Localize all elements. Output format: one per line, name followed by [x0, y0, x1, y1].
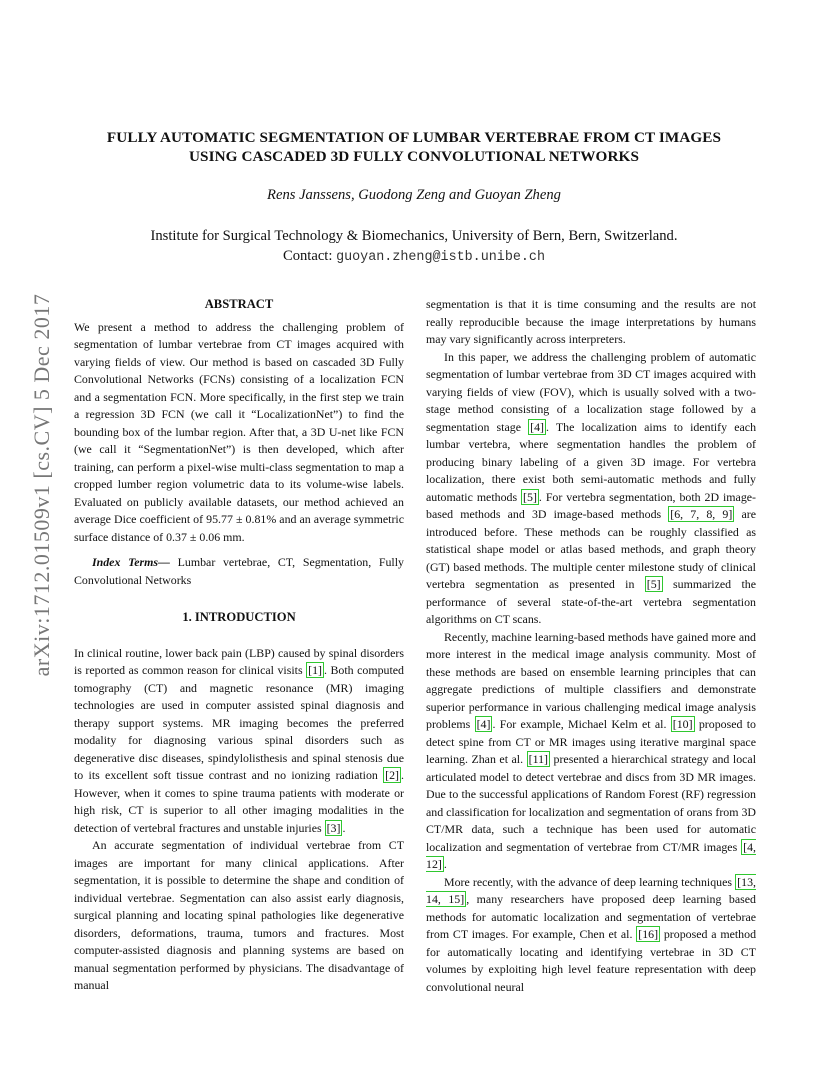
text-run: In this paper, we address the challenging problem of automatic segmentation of lumbar vertebrae from 3D CT images acquired with varying fields of view (FOV), which is usually solved with a two-stage method consisting of a localization stage followed by a segmentation stage [426, 349, 756, 434]
citation-link[interactable]: [5] [523, 489, 537, 504]
contact-email[interactable]: guoyan.zheng@istb.unibe.ch [336, 250, 546, 265]
citation-link[interactable]: [16] [638, 927, 659, 941]
text-run: summarized the performance of several state-of-the-art vertebra segmentation algorithms on CT scans. [426, 577, 756, 626]
citation-link[interactable]: [6, 7, 8, 9] [670, 507, 733, 521]
citation-link[interactable]: [5] [646, 577, 661, 591]
text-run: . Both computed tomography (CT) and magnetic resonance (MR) imaging technologies are used in computer assisted spinal diagnosis and therapy support systems. MR imaging becomes the preferred modality for diagnosing various spinal disorders such as degenerative disc diseases, spindylolisthesis and spinal stenosis due to its excellent soft tissue contrast and no ionizing radiation [74, 663, 404, 782]
abstract-heading: ABSTRACT [204, 297, 274, 311]
index-terms-text: Lumbar vertebrae, CT, Segmentation, Fully Convolutional Networks [74, 555, 404, 587]
title-line-2: USING CASCADED 3D FULLY CONVOLUTIONAL NETWORKS [188, 148, 639, 165]
text-run: . [342, 820, 346, 835]
intro-paragraph-4 [426, 349, 756, 629]
contact-line [0, 246, 828, 268]
affiliation: Institute for Surgical Technology & Biomechanics, University of Bern, Bern, Switzerland. [150, 228, 678, 244]
citation-link[interactable]: [11] [528, 752, 548, 766]
affiliation-block [0, 226, 828, 268]
text-run: proposed to detect spine from CT or MR images using iterative marginal space learning. Zhan et al. [426, 717, 756, 766]
citation-link[interactable]: [4] [476, 717, 491, 731]
text-run: . For vertebra segmentation, both 2D image-based methods and 3D image-based methods [426, 489, 756, 521]
text-run: , many researchers have proposed deep learning based methods for automatic localization and segmentation of vertebrae from CT images. For example, Chen et al. [426, 892, 756, 941]
citation-link[interactable]: [2] [385, 768, 400, 782]
author-list: Rens Janssens, Guodong Zeng and Guoyan Zheng [267, 187, 561, 203]
index-terms-label: Index Terms— [92, 555, 170, 569]
text-run: . For example, Michael Kelm et al. [492, 717, 671, 731]
paper-title [0, 128, 828, 166]
text-run: . However, when it comes to spine trauma patients with moderate or high risk, CT is superior to all other imaging modalities in the detection of vertebral fractures and unstable injuries [74, 768, 404, 835]
title-line-1: FULLY AUTOMATIC SEGMENTATION OF LUMBAR VERTEBRAE FROM CT IMAGES [106, 129, 722, 146]
right-column [426, 296, 756, 996]
citation-link[interactable]: [10] [672, 717, 693, 731]
citation-link[interactable]: [4, 12] [426, 839, 756, 871]
text-run: proposed a method for automatically locating and identifying vertebrae in 3D CT volumes by exploiting high level feature representation with deep convolutional neural [426, 927, 757, 994]
text-run: . The localization aims to identify each lumbar vertebra, where segmentation handles the problem of producing binary labeling of a given 3D image. For vertebra localization, there exist both semi-automatic methods and fully automatic methods [426, 419, 757, 504]
contact-label: Contact: [282, 248, 333, 264]
intro-paragraph-2: An accurate segmentation of individual vertebrae from CT images are important for many clinical applications. After segmentation, it is possible to determine the shape and condition of individual vertebrae. Segmentation can also assist early diagnosis, surgical planning and locating spinal pathologies like degenerative disorders, deformations, trauma, tumors and fractures. Most computer-assisted diagnosis and planning systems are based on manual segmentation performed by physicians. The disadvantage of manual [74, 838, 404, 992]
arxiv-id-text: arXiv:1712.01509v1 [cs.CV] 5 Dec 2017 [29, 293, 54, 677]
left-column [74, 296, 404, 995]
citation-link[interactable]: [13, 14, 15] [426, 874, 756, 906]
arxiv-side-stamp [22, 290, 62, 680]
text-run: . [443, 857, 447, 871]
citation-link[interactable]: [4] [530, 419, 544, 434]
intro-paragraph-3: segmentation is that it is time consuming and the results are not really reproducible because the image interpretations by humans may vary significantly across interpreters. [426, 297, 756, 346]
citation-link[interactable]: [3] [326, 820, 341, 835]
citation-link[interactable]: [1] [308, 663, 322, 677]
text-run: More recently, with the advance of deep learning techniques [444, 874, 736, 889]
text-run: are introduced before. These methods can be roughly classified as statistical shape model or atlas based methods, and graph theory (GT) based methods. The multiple center milestone study of clinical vertebra segmentation as presented in [426, 507, 756, 591]
abstract-text: We present a method to address the challenging problem of segmentation of lumbar vertebrae from CT images acquired with varying fields of view. Our method is based on cascaded 3D Fully Convolutional Networks (FCNs) consisting of a localization FCN and a segmentation FCN. More specifically, in the first step we train a regression 3D FCN (we call it “LocalizationNet”) to find the bounding box of the lumbar region. After that, a 3D U-net like FCN (we call it “SegmentationNet”) is then developed, which after training, can perform a pixel-wise multi-class segmentation to map a cropped lumber region volumetric data to its volume-wise labels. Evaluated on publicly available datasets, our method achieved an average Dice coefficient of 95.77 ± 0.81% and an average symmetric surface distance of 0.37 ± 0.06 mm. [74, 319, 404, 544]
intro-paragraph-1 [74, 645, 404, 838]
index-terms [74, 554, 404, 589]
introduction-heading: 1. INTRODUCTION [182, 610, 296, 624]
intro-paragraph-6 [426, 874, 756, 997]
text-run: Recently, machine learning-based methods have gained more and more interest in the medical image analysis community. Most of these methods are based on ensemble learning principles that can aggregate predictions of multiple classifiers and demonstrate superior performance in various challenging medical image analysis problems [426, 629, 756, 731]
intro-paragraph-5 [426, 629, 756, 874]
text-run: In clinical routine, lower back pain (LBP) caused by spinal disorders is reported as common reason for clinical visits [74, 645, 404, 677]
text-run: presented a hierarchical strategy and local articulated model to detect vertebrae and discs from 3D MR images. Due to the successful applications of Random Forest (RF) regression and classification for localization and segmentation of orans from 3D CT/MR data, such a technique has been used for automatic localization and segmentation of vertebrae from CT/MR images [426, 752, 757, 854]
